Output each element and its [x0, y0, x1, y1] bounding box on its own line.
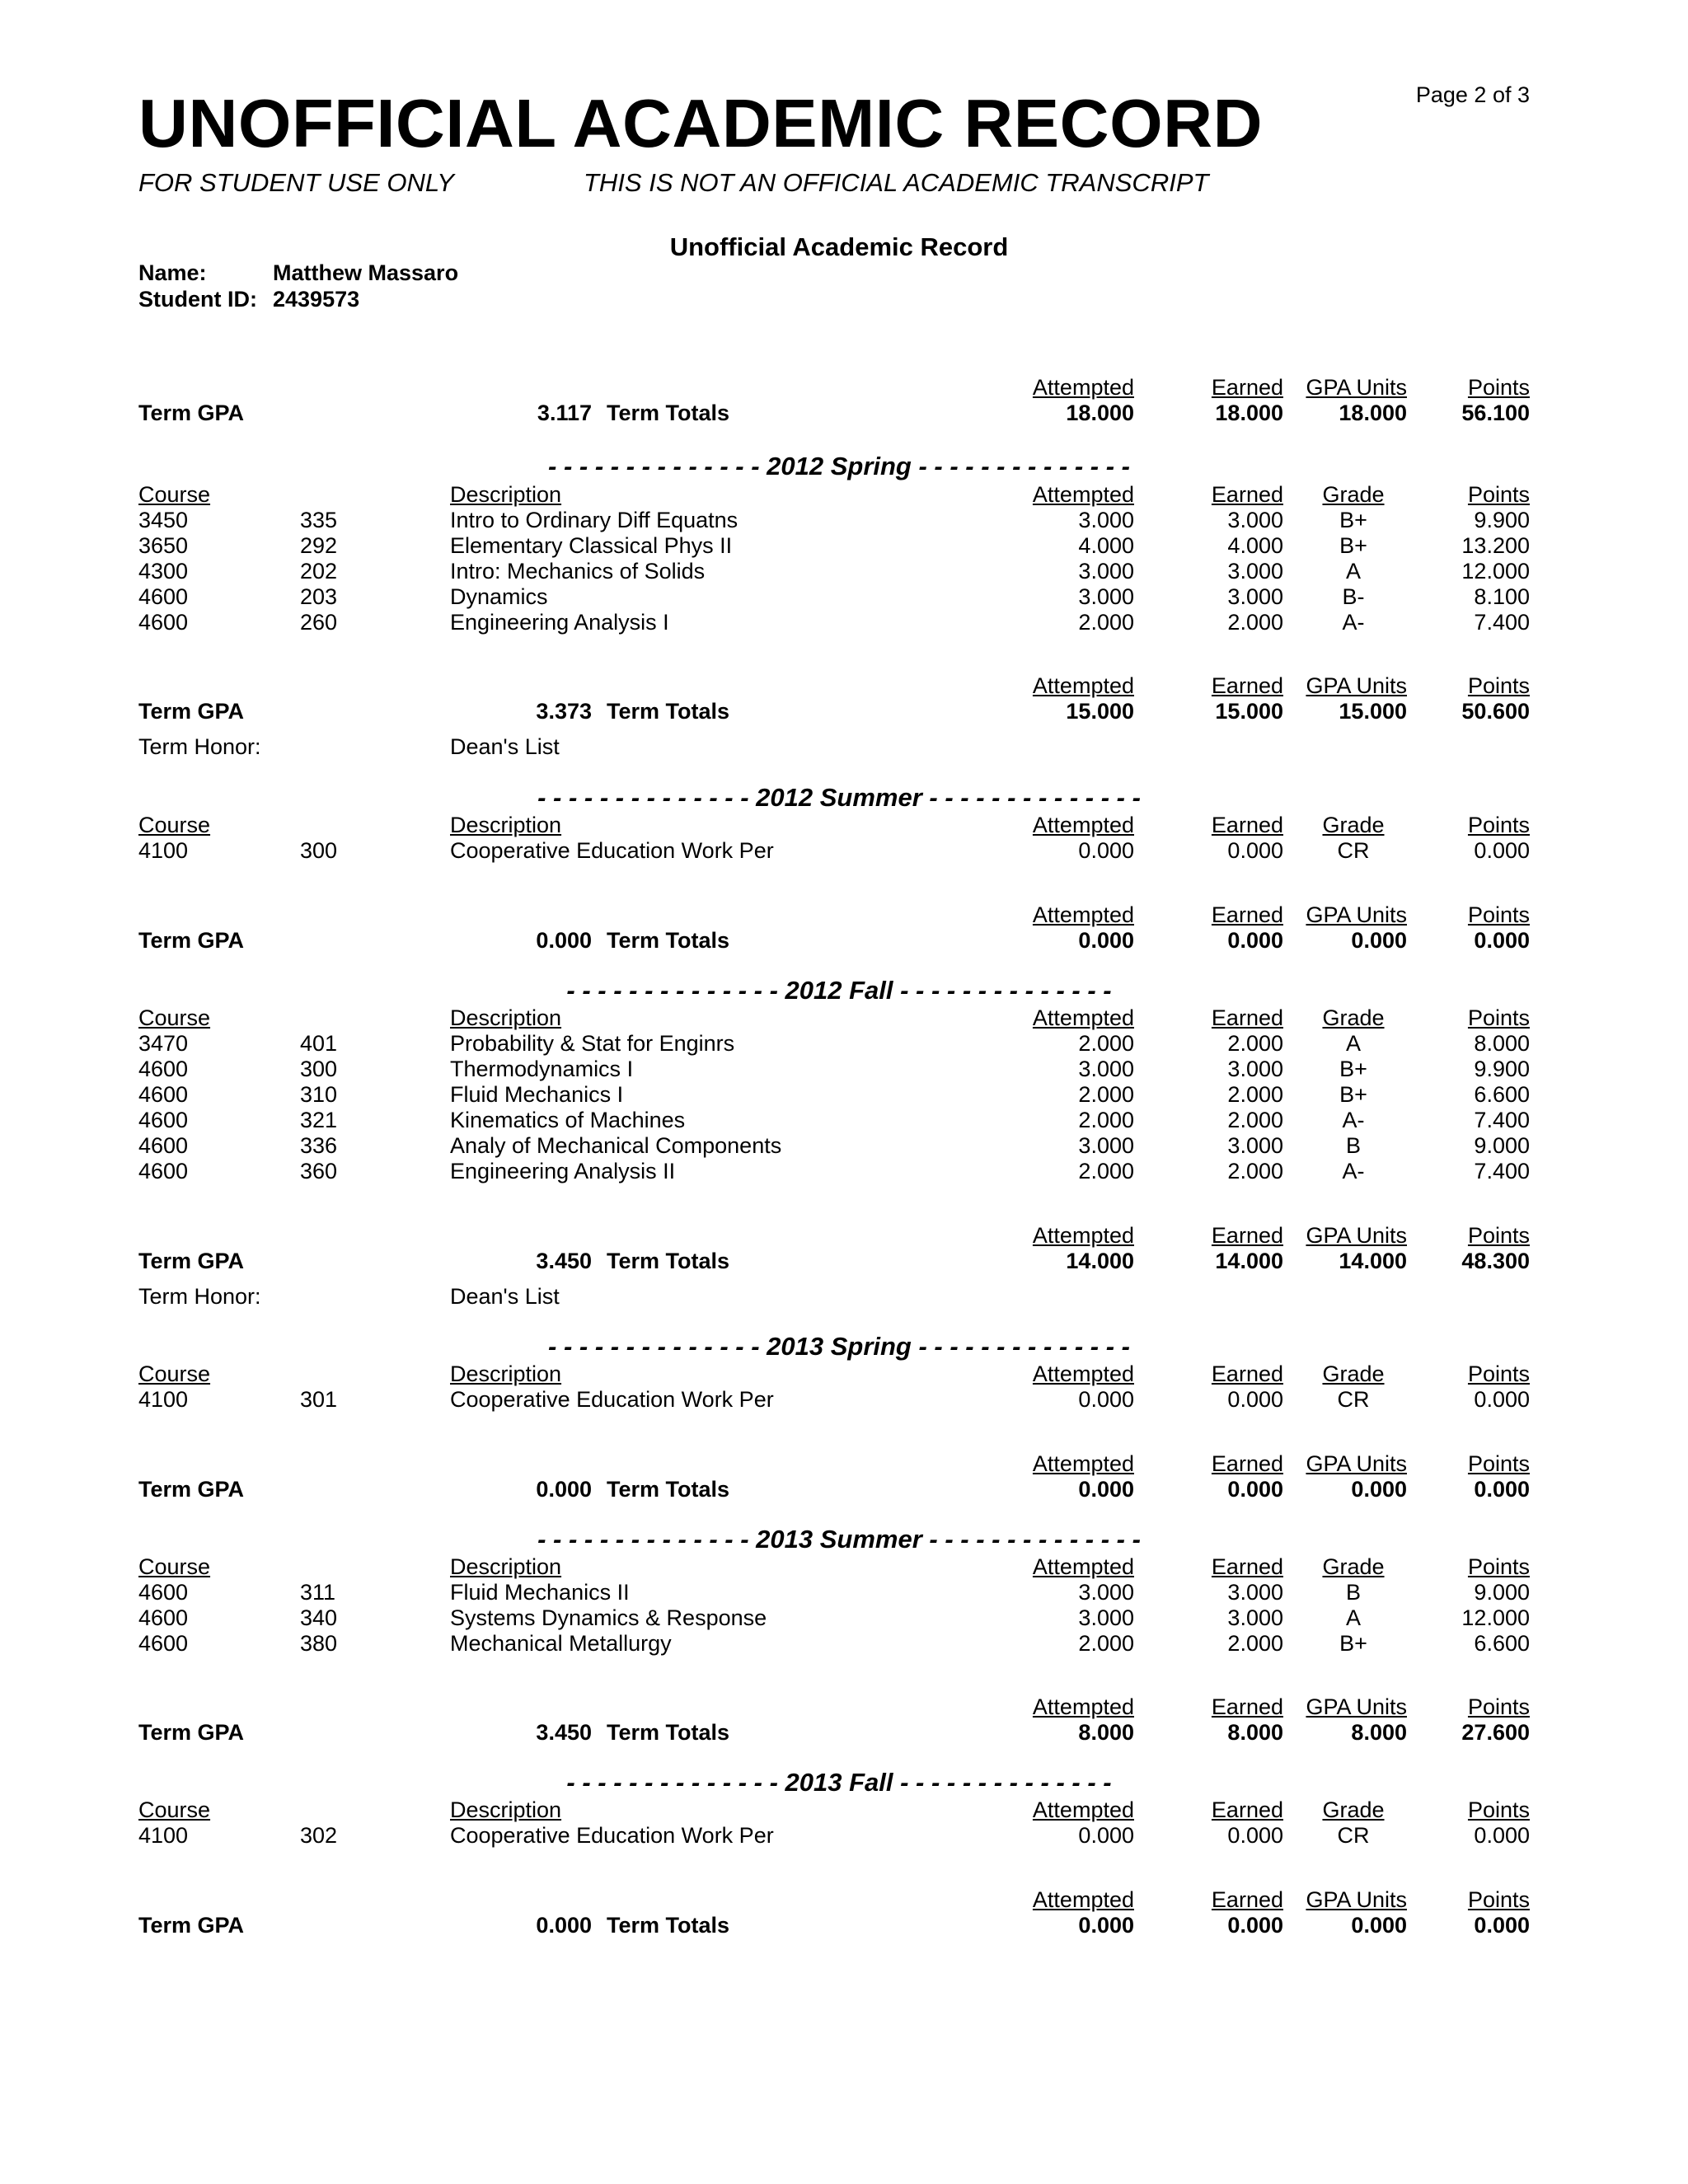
course-attempted: 3.000	[1078, 1057, 1134, 1081]
course-description: Kinematics of Machines	[450, 1108, 686, 1132]
course-row	[0, 609, 1688, 636]
total-attempted: 8.000	[1078, 1720, 1134, 1745]
course-description: Intro to Ordinary Diff Equatns	[450, 508, 738, 532]
points-header: Points	[1467, 902, 1530, 927]
term-heading-2013-fall: - - - - - - - - - - - - - - 2013 Fall - - - - - - - - - - - - - -	[566, 1768, 1112, 1797]
total-points: 27.600	[1461, 1720, 1530, 1745]
course-points: 9.000	[1474, 1580, 1530, 1605]
course-row	[0, 1579, 1688, 1606]
points-header: Points	[1467, 1361, 1530, 1386]
course-number: 3470	[138, 1031, 189, 1056]
attempted-header: Attempted	[1032, 1223, 1134, 1248]
description-header: Description	[450, 1005, 562, 1030]
points-header: Points	[1467, 482, 1530, 507]
term-gpa-label: Term GPA	[138, 699, 245, 724]
course-number: 4100	[138, 838, 189, 863]
total-attempted: 18.000	[1066, 401, 1134, 425]
term-honor-label: Term Honor:	[138, 1284, 261, 1309]
term-gpa-value: 3.373	[536, 699, 592, 724]
course-description: Thermodynamics I	[450, 1057, 634, 1081]
term-heading-2013-summer: - - - - - - - - - - - - - - 2013 Summer - - - - - - - - - - - - - -	[537, 1525, 1141, 1554]
course-points: 0.000	[1474, 1823, 1530, 1848]
course-earned: 2.000	[1227, 1082, 1283, 1107]
earned-header: Earned	[1211, 902, 1283, 927]
attempted-header: Attempted	[1032, 902, 1134, 927]
course-description: Elementary Classical Phys II	[450, 533, 733, 558]
grade-header: Grade	[1322, 1554, 1385, 1579]
totals-header-row	[0, 1886, 1688, 1914]
course-earned: 2.000	[1227, 1031, 1283, 1056]
course-section: 340	[300, 1605, 338, 1630]
course-points: 7.400	[1474, 1159, 1530, 1183]
course-section: 292	[300, 533, 338, 558]
term-gpa-value: 3.117	[537, 401, 592, 425]
course-row	[0, 1158, 1688, 1185]
totals-header-row	[0, 374, 1688, 401]
document-title: UNOFFICIAL ACADEMIC RECORD	[138, 85, 1264, 162]
term-honor-label: Term Honor:	[138, 734, 261, 759]
attempted-header: Attempted	[1032, 482, 1134, 507]
attempted-header: Attempted	[1032, 375, 1134, 400]
course-number: 4600	[138, 1133, 189, 1158]
term-gpa-value: 3.450	[536, 1720, 592, 1745]
term-gpa-label: Term GPA	[138, 1913, 245, 1938]
course-earned: 2.000	[1227, 610, 1283, 635]
course-row	[0, 1630, 1688, 1657]
description-header: Description	[450, 813, 562, 837]
earned-header: Earned	[1211, 1887, 1283, 1912]
course-row	[0, 1056, 1688, 1083]
course-grade: B+	[1339, 533, 1367, 558]
course-earned: 3.000	[1227, 1580, 1283, 1605]
course-section: 302	[300, 1823, 338, 1848]
totals-header-row	[0, 1694, 1688, 1721]
points-header: Points	[1467, 813, 1530, 837]
course-points: 12.000	[1461, 1605, 1530, 1630]
total-earned: 14.000	[1215, 1249, 1283, 1273]
course-description: Systems Dynamics & Response	[450, 1605, 767, 1630]
course-section: 311	[300, 1580, 336, 1605]
points-header: Points	[1467, 1887, 1530, 1912]
course-points: 7.400	[1474, 1108, 1530, 1132]
term-gpa-label: Term GPA	[138, 1477, 245, 1502]
total-earned: 18.000	[1215, 401, 1283, 425]
course-attempted: 2.000	[1078, 1031, 1134, 1056]
course-section: 300	[300, 838, 338, 863]
course-description: Engineering Analysis II	[450, 1159, 676, 1183]
course-row	[0, 1605, 1688, 1632]
course-attempted: 3.000	[1078, 584, 1134, 609]
course-number: 3450	[138, 508, 189, 532]
course-number: 4100	[138, 1823, 189, 1848]
course-earned: 3.000	[1227, 1605, 1283, 1630]
course-attempted: 3.000	[1078, 1605, 1134, 1630]
attempted-header: Attempted	[1032, 1554, 1134, 1579]
grade-header: Grade	[1322, 1797, 1385, 1822]
total-gpa-units: 18.000	[1339, 401, 1407, 425]
course-section: 360	[300, 1159, 338, 1183]
course-grade: B+	[1339, 1631, 1367, 1656]
description-header: Description	[450, 1361, 562, 1386]
course-section: 203	[300, 584, 338, 609]
term-totals-label: Term Totals	[607, 1249, 730, 1273]
course-points: 9.900	[1474, 508, 1530, 532]
term-totals-label: Term Totals	[607, 1913, 730, 1938]
total-attempted: 15.000	[1066, 699, 1134, 724]
course-attempted: 3.000	[1078, 508, 1134, 532]
term-totals-label: Term Totals	[607, 928, 730, 953]
earned-header: Earned	[1211, 1005, 1283, 1030]
subtitle-not-official: THIS IS NOT AN OFFICIAL ACADEMIC TRANSCRIPT	[584, 168, 1209, 197]
course-attempted: 3.000	[1078, 559, 1134, 583]
points-header: Points	[1467, 1797, 1530, 1822]
points-header: Points	[1467, 1223, 1530, 1248]
course-attempted: 0.000	[1078, 838, 1134, 863]
course-header: Course	[138, 1797, 211, 1822]
total-earned: 8.000	[1227, 1720, 1283, 1745]
course-points: 6.600	[1474, 1082, 1530, 1107]
total-points: 0.000	[1474, 928, 1530, 953]
course-points: 8.000	[1474, 1031, 1530, 1056]
course-earned: 0.000	[1227, 1823, 1283, 1848]
course-points: 9.900	[1474, 1057, 1530, 1081]
total-points: 0.000	[1474, 1913, 1530, 1938]
points-header: Points	[1467, 1005, 1530, 1030]
course-grade: B+	[1339, 1057, 1367, 1081]
course-row	[0, 1030, 1688, 1057]
total-points: 48.300	[1461, 1249, 1530, 1273]
term-totals-row	[0, 698, 1688, 725]
attempted-header: Attempted	[1032, 673, 1134, 698]
points-header: Points	[1467, 1554, 1530, 1579]
course-row	[0, 532, 1688, 560]
totals-header-row	[0, 902, 1688, 929]
course-grade: CR	[1337, 1387, 1370, 1412]
total-points: 56.100	[1461, 401, 1530, 425]
course-section: 380	[300, 1631, 338, 1656]
course-number: 4600	[138, 610, 189, 635]
term-heading-2012-summer: - - - - - - - - - - - - - - 2012 Summer - - - - - - - - - - - - - -	[537, 783, 1141, 812]
earned-header: Earned	[1211, 1451, 1283, 1476]
gpa-units-header: GPA Units	[1306, 1223, 1407, 1248]
points-header: Points	[1467, 1451, 1530, 1476]
course-section: 310	[300, 1082, 338, 1107]
course-number: 4600	[138, 1580, 189, 1605]
course-description: Cooperative Education Work Per	[450, 1823, 774, 1848]
course-earned: 3.000	[1227, 1057, 1283, 1081]
course-header: Course	[138, 1005, 211, 1030]
course-grade: A	[1345, 1031, 1361, 1056]
course-header-row	[0, 812, 1688, 839]
attempted-header: Attempted	[1032, 1361, 1134, 1386]
term-totals-row	[0, 927, 1688, 954]
attempted-header: Attempted	[1032, 1694, 1134, 1719]
course-points: 13.200	[1461, 533, 1530, 558]
gpa-units-header: GPA Units	[1306, 902, 1407, 927]
course-row	[0, 1132, 1688, 1160]
course-section: 301	[300, 1387, 338, 1412]
course-earned: 3.000	[1227, 1133, 1283, 1158]
course-header-row	[0, 1554, 1688, 1581]
course-description: Cooperative Education Work Per	[450, 838, 774, 863]
course-header-row	[0, 1361, 1688, 1388]
course-row	[0, 1107, 1688, 1134]
course-number: 4600	[138, 584, 189, 609]
course-earned: 2.000	[1227, 1108, 1283, 1132]
term-honor-value: Dean's List	[450, 1284, 560, 1309]
total-points: 0.000	[1474, 1477, 1530, 1502]
points-header: Points	[1467, 375, 1530, 400]
total-earned: 0.000	[1227, 928, 1283, 953]
record-heading: Unofficial Academic Record	[669, 232, 1009, 261]
course-points: 0.000	[1474, 1387, 1530, 1412]
course-grade: B	[1345, 1133, 1361, 1158]
term-totals-row	[0, 1248, 1688, 1275]
grade-header: Grade	[1322, 813, 1385, 837]
gpa-units-header: GPA Units	[1306, 1694, 1407, 1719]
course-number: 4600	[138, 1082, 189, 1107]
description-header: Description	[450, 482, 562, 507]
course-attempted: 3.000	[1078, 1133, 1134, 1158]
course-description: Fluid Mechanics I	[450, 1082, 624, 1107]
course-earned: 0.000	[1227, 1387, 1283, 1412]
term-heading-2012-fall: - - - - - - - - - - - - - - 2012 Fall - - - - - - - - - - - - - -	[566, 976, 1112, 1005]
course-description: Dynamics	[450, 584, 548, 609]
total-gpa-units: 15.000	[1339, 699, 1407, 724]
course-description: Probability & Stat for Enginrs	[450, 1031, 735, 1056]
earned-header: Earned	[1211, 813, 1283, 837]
course-attempted: 2.000	[1078, 1631, 1134, 1656]
earned-header: Earned	[1211, 1223, 1283, 1248]
earned-header: Earned	[1211, 482, 1283, 507]
term-totals-row	[0, 1476, 1688, 1503]
course-row	[0, 558, 1688, 585]
course-grade: B	[1345, 1580, 1361, 1605]
course-header: Course	[138, 1361, 211, 1386]
total-attempted: 0.000	[1078, 928, 1134, 953]
course-description: Cooperative Education Work Per	[450, 1387, 774, 1412]
term-totals-label: Term Totals	[607, 1477, 730, 1502]
course-section: 335	[300, 508, 338, 532]
totals-header-row	[0, 673, 1688, 700]
course-attempted: 0.000	[1078, 1823, 1134, 1848]
course-grade: A	[1345, 559, 1361, 583]
course-grade: B+	[1339, 1082, 1367, 1107]
course-attempted: 2.000	[1078, 610, 1134, 635]
course-grade: A-	[1342, 1108, 1365, 1132]
earned-header: Earned	[1211, 1797, 1283, 1822]
term-gpa-label: Term GPA	[138, 1720, 245, 1745]
course-row	[0, 507, 1688, 534]
description-header: Description	[450, 1797, 562, 1822]
student-id: 2439573	[273, 287, 360, 312]
points-header: Points	[1467, 1694, 1530, 1719]
course-number: 4100	[138, 1387, 189, 1412]
course-number: 3650	[138, 533, 189, 558]
points-header: Points	[1467, 673, 1530, 698]
course-number: 4600	[138, 1605, 189, 1630]
course-attempted: 2.000	[1078, 1159, 1134, 1183]
attempted-header: Attempted	[1032, 813, 1134, 837]
course-row	[0, 1386, 1688, 1413]
grade-header: Grade	[1322, 1361, 1385, 1386]
course-row	[0, 837, 1688, 865]
description-header: Description	[450, 1554, 562, 1579]
course-section: 321	[300, 1108, 338, 1132]
term-totals-row	[0, 400, 1688, 427]
term-gpa-value: 3.450	[536, 1249, 592, 1273]
course-header-row	[0, 481, 1688, 509]
course-earned: 2.000	[1227, 1631, 1283, 1656]
earned-header: Earned	[1211, 1554, 1283, 1579]
course-earned: 3.000	[1227, 559, 1283, 583]
course-grade: A-	[1342, 610, 1365, 635]
total-attempted: 14.000	[1066, 1249, 1134, 1273]
course-description: Fluid Mechanics II	[450, 1580, 630, 1605]
term-gpa-label: Term GPA	[138, 928, 245, 953]
course-points: 12.000	[1461, 559, 1530, 583]
course-earned: 2.000	[1227, 1159, 1283, 1183]
total-gpa-units: 0.000	[1351, 1477, 1407, 1502]
course-header-row	[0, 1005, 1688, 1032]
total-gpa-units: 0.000	[1351, 928, 1407, 953]
gpa-units-header: GPA Units	[1306, 375, 1407, 400]
course-number: 4600	[138, 1631, 189, 1656]
course-row	[0, 583, 1688, 611]
total-points: 50.600	[1461, 699, 1530, 724]
course-grade: CR	[1337, 1823, 1370, 1848]
gpa-units-header: GPA Units	[1306, 1887, 1407, 1912]
course-description: Engineering Analysis I	[450, 610, 669, 635]
course-header-row	[0, 1797, 1688, 1824]
name-label: Name:	[138, 260, 207, 285]
course-grade: B+	[1339, 508, 1367, 532]
term-heading-2012-spring: - - - - - - - - - - - - - - 2012 Spring - - - - - - - - - - - - - -	[548, 452, 1130, 480]
course-description: Analy of Mechanical Components	[450, 1133, 782, 1158]
course-attempted: 2.000	[1078, 1108, 1134, 1132]
term-gpa-value: 0.000	[536, 1477, 592, 1502]
earned-header: Earned	[1211, 673, 1283, 698]
course-attempted: 0.000	[1078, 1387, 1134, 1412]
page-number: Page 2 of 3	[1415, 82, 1530, 107]
course-section: 401	[300, 1031, 338, 1056]
course-points: 6.600	[1474, 1631, 1530, 1656]
term-honor-value: Dean's List	[450, 734, 560, 759]
course-number: 4300	[138, 559, 189, 583]
term-totals-row	[0, 1912, 1688, 1939]
term-honor-row	[0, 733, 1688, 761]
attempted-header: Attempted	[1032, 1005, 1134, 1030]
term-totals-label: Term Totals	[607, 1720, 730, 1745]
course-section: 202	[300, 559, 338, 583]
earned-header: Earned	[1211, 1361, 1283, 1386]
course-attempted: 4.000	[1078, 533, 1134, 558]
course-number: 4600	[138, 1159, 189, 1183]
course-points: 9.000	[1474, 1133, 1530, 1158]
grade-header: Grade	[1322, 482, 1385, 507]
course-earned: 3.000	[1227, 584, 1283, 609]
term-gpa-label: Term GPA	[138, 1249, 245, 1273]
total-earned: 15.000	[1215, 699, 1283, 724]
total-earned: 0.000	[1227, 1477, 1283, 1502]
course-section: 336	[300, 1133, 338, 1158]
gpa-units-header: GPA Units	[1306, 673, 1407, 698]
course-points: 8.100	[1474, 584, 1530, 609]
student-id-label: Student ID:	[138, 287, 257, 312]
term-gpa-label: Term GPA	[138, 401, 245, 425]
course-number: 4600	[138, 1057, 189, 1081]
course-grade: A	[1345, 1605, 1361, 1630]
course-grade: CR	[1337, 838, 1370, 863]
course-earned: 0.000	[1227, 838, 1283, 863]
total-attempted: 0.000	[1078, 1477, 1134, 1502]
attempted-header: Attempted	[1032, 1887, 1134, 1912]
course-points: 0.000	[1474, 838, 1530, 863]
earned-header: Earned	[1211, 1694, 1283, 1719]
course-header: Course	[138, 813, 211, 837]
course-header: Course	[138, 1554, 211, 1579]
course-earned: 3.000	[1227, 508, 1283, 532]
course-section: 260	[300, 610, 338, 635]
attempted-header: Attempted	[1032, 1797, 1134, 1822]
term-gpa-value: 0.000	[536, 928, 592, 953]
course-attempted: 3.000	[1078, 1580, 1134, 1605]
course-description: Mechanical Metallurgy	[450, 1631, 672, 1656]
course-row	[0, 1081, 1688, 1108]
subtitle-student-use: FOR STUDENT USE ONLY	[138, 168, 454, 197]
course-earned: 4.000	[1227, 533, 1283, 558]
term-gpa-value: 0.000	[536, 1913, 592, 1938]
course-row	[0, 1822, 1688, 1849]
student-name: Matthew Massaro	[273, 260, 459, 285]
term-totals-label: Term Totals	[607, 699, 730, 724]
total-gpa-units: 0.000	[1351, 1913, 1407, 1938]
totals-header-row	[0, 1451, 1688, 1478]
course-number: 4600	[138, 1108, 189, 1132]
course-grade: A-	[1342, 1159, 1365, 1183]
course-section: 300	[300, 1057, 338, 1081]
attempted-header: Attempted	[1032, 1451, 1134, 1476]
course-header: Course	[138, 482, 211, 507]
gpa-units-header: GPA Units	[1306, 1451, 1407, 1476]
term-totals-row	[0, 1719, 1688, 1746]
course-points: 7.400	[1474, 610, 1530, 635]
total-gpa-units: 8.000	[1351, 1720, 1407, 1745]
total-earned: 0.000	[1227, 1913, 1283, 1938]
term-heading-2013-spring: - - - - - - - - - - - - - - 2013 Spring - - - - - - - - - - - - - -	[548, 1332, 1130, 1361]
grade-header: Grade	[1322, 1005, 1385, 1030]
course-description: Intro: Mechanics of Solids	[450, 559, 706, 583]
course-attempted: 2.000	[1078, 1082, 1134, 1107]
term-honor-row	[0, 1283, 1688, 1310]
term-totals-label: Term Totals	[607, 401, 730, 425]
course-grade: B-	[1342, 584, 1365, 609]
totals-header-row	[0, 1222, 1688, 1249]
total-gpa-units: 14.000	[1339, 1249, 1407, 1273]
earned-header: Earned	[1211, 375, 1283, 400]
total-attempted: 0.000	[1078, 1913, 1134, 1938]
